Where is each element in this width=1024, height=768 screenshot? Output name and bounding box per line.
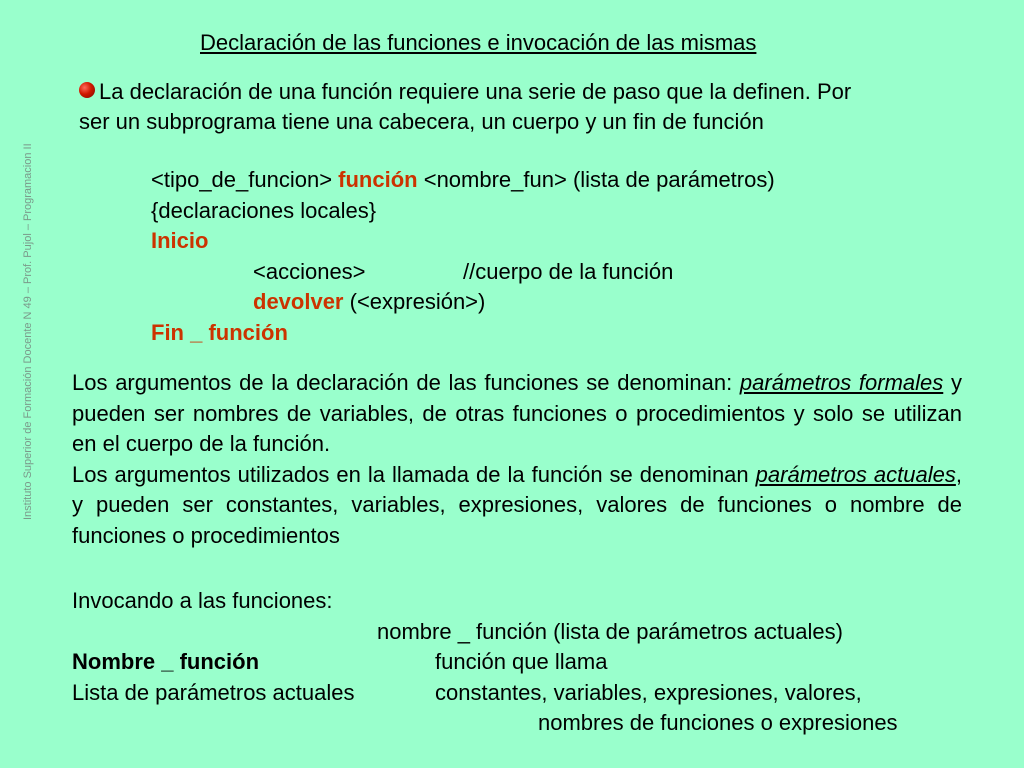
intro-line-1: La declaración de una función requiere una serie de paso que la definen. Por: [99, 79, 852, 104]
term-nombre-funcion: Nombre _ función: [72, 649, 260, 674]
keyword-devolver: devolver: [253, 289, 344, 314]
function-syntax-block: [151, 165, 775, 348]
syntax-return-line: devolver (<expresión>): [253, 289, 486, 314]
syntax-header-line: <tipo_de_funcion> función <nombre_fun> (lista de parámetros): [151, 167, 775, 192]
intro-paragraph: [79, 77, 994, 137]
formal-params-paragraph: Los argumentos de la declaración de las funciones se denominan: parámetros formales y pueden ser nombres de variables, de otras funciones o procedimientos y solo se utilizan en el cuerpo de la función.: [72, 370, 962, 456]
invocation-section: [72, 586, 898, 739]
keyword-funcion: función: [338, 167, 418, 192]
term-lista-parametros: Lista de parámetros actuales: [72, 679, 355, 705]
invocation-row-params: Lista de parámetros actuales constantes, variables, expresiones, valores,: [72, 678, 898, 709]
term-parametros-actuales: parámetros actuales: [755, 461, 956, 487]
arguments-paragraphs: [72, 368, 962, 551]
actual-params-paragraph: Los argumentos utilizados en la llamada de la función se denominan parámetros actuales, y pueden ser constantes, variables, expresiones, valores de funciones o nombre de funciones o procedimientos: [72, 461, 962, 548]
invocation-row-name: Nombre _ función función que llama: [72, 647, 898, 678]
term-parametros-formales: parámetros formales: [739, 370, 944, 395]
syntax-declarations-line: {declaraciones locales}: [151, 197, 377, 223]
invocation-row-params-cont: nombres de funciones o expresiones: [538, 710, 898, 735]
intro-line-2: ser un subprograma tiene una cabecera, un cuerpo y un fin de función: [79, 109, 764, 134]
invocation-syntax: nombre _ función (lista de parámetros actuales): [377, 618, 843, 644]
side-footer-text: Instituto Superior de Formación Docente N 49 – Prof. Pujol – Programacion II: [22, 143, 34, 520]
invocation-heading: Invocando a las funciones:: [72, 588, 333, 613]
slide-title: Declaración de las funciones e invocación de las mismas: [200, 30, 757, 55]
syntax-actions-line: <acciones> //cuerpo de la función: [253, 258, 674, 284]
keyword-inicio: Inicio: [151, 228, 209, 253]
keyword-fin-funcion: Fin _ función: [151, 319, 288, 345]
